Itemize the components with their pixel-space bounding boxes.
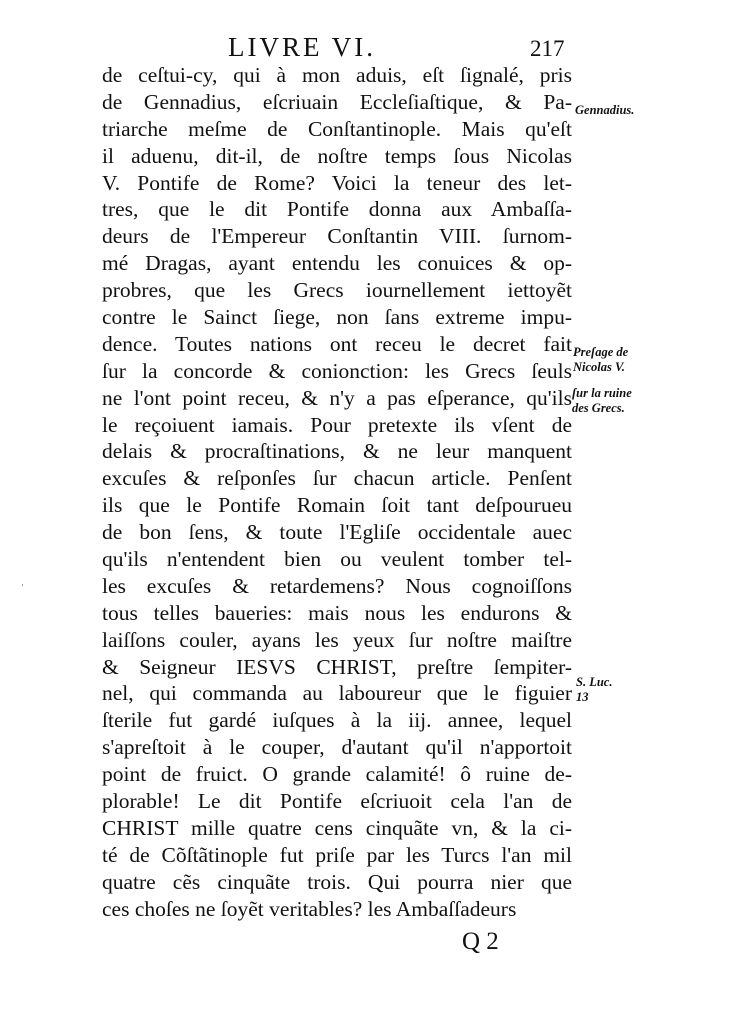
running-title: LIVRE VI. xyxy=(228,32,376,62)
text-line: & Seigneur IESVS CHRIST, preſtre ſempiter- xyxy=(102,654,572,679)
margin-note-luc: S. Luc. 13 xyxy=(576,675,613,704)
text-line: de Gennadius, eſcriuain Eccleſiaſtique, & Pa- xyxy=(102,89,572,114)
text-line: les excuſes & retardemens? Nous cognoiſſons xyxy=(102,573,572,598)
text-line: de bon ſens, & toute l'Egliſe occidentale auec xyxy=(102,520,572,545)
text-line: V. Pontife de Rome? Voici la teneur des let- xyxy=(102,170,572,195)
text-line: dence. Toutes nations ont receu le decret fait xyxy=(102,331,572,356)
text-line: ils que le Pontife Romain ſoit tant deſpourueu xyxy=(102,493,572,518)
text-line: s'apreſtoit à le couper, d'autant qu'il n'apportoit xyxy=(102,735,572,760)
text-line: ſur la concorde & conionction: les Grecs ſeuls xyxy=(102,358,572,383)
page-speck xyxy=(22,584,23,586)
text-line: le reçoiuent iamais. Pour pretexte ils vſent de xyxy=(102,412,572,437)
text-line: ces choſes ne ſoyẽt veritables? les Ambaſſadeurs xyxy=(102,896,517,921)
text-line: probres, que les Grecs iournellement iettoyẽt xyxy=(102,278,572,303)
text-line: laiſſons couler, ayans les yeux ſur noſtre maiſtre xyxy=(102,627,572,652)
page-number: 217 xyxy=(530,36,565,61)
text-line: ne l'ont point receu, & n'y a pas eſperance, qu'ils xyxy=(102,385,572,410)
text-line: point de fruict. O grande calamité! ô ruine de- xyxy=(102,762,572,787)
text-line: plorable! Le dit Pontife eſcriuoit cela l'an de xyxy=(102,789,572,814)
margin-note-gennadius: Gennadius. xyxy=(575,103,635,117)
text-line: deurs de l'Empereur Conſtantin VIII. ſurnom- xyxy=(102,224,572,249)
text-line: il aduenu, dit-il, de noſtre temps ſous Nicolas xyxy=(102,143,572,168)
margin-note-ruine: ſur la ruine des Grecs. xyxy=(572,386,632,415)
text-line: té de Cõſtãtinople fut priſe par les Turcs l'an mil xyxy=(102,842,572,867)
text-line: CHRIST mille quatre cens cinquãte vn, & la ci- xyxy=(102,815,572,840)
signature-mark: Q 2 xyxy=(462,928,499,955)
text-line: qu'ils n'entendent bien ou veulent tomber tel- xyxy=(102,547,572,572)
text-line: nel, qui commanda au laboureur que le figuier xyxy=(102,681,572,706)
text-line: de ceſtui-cy, qui à mon aduis, eſt ſignalé, pris xyxy=(102,63,572,87)
text-line: tous telles baueries: mais nous les endurons & xyxy=(102,600,572,625)
text-line: tres, que le dit Pontife donna aux Ambaſſa- xyxy=(102,197,572,222)
body-text xyxy=(102,62,572,923)
text-line: excuſes & reſponſes ſur chacun article. Penſent xyxy=(102,466,572,491)
text-line: triarche meſme de Conſtantinople. Mais qu'eſt xyxy=(102,116,572,141)
text-line: ſterile fut gardé iuſques à la iij. annee, lequel xyxy=(102,708,572,733)
text-line: quatre cẽs cinquãte trois. Qui pourra nier que xyxy=(102,869,572,894)
margin-note-presage: Preſage de Nicolas V. xyxy=(573,345,629,374)
text-line: mé Dragas, ayant entendu les conuices & op- xyxy=(102,251,572,276)
text-line: contre le Sainct ſiege, non ſans extreme impu- xyxy=(102,305,572,330)
text-line: delais & procraſtinations, & ne leur manquent xyxy=(102,439,572,464)
